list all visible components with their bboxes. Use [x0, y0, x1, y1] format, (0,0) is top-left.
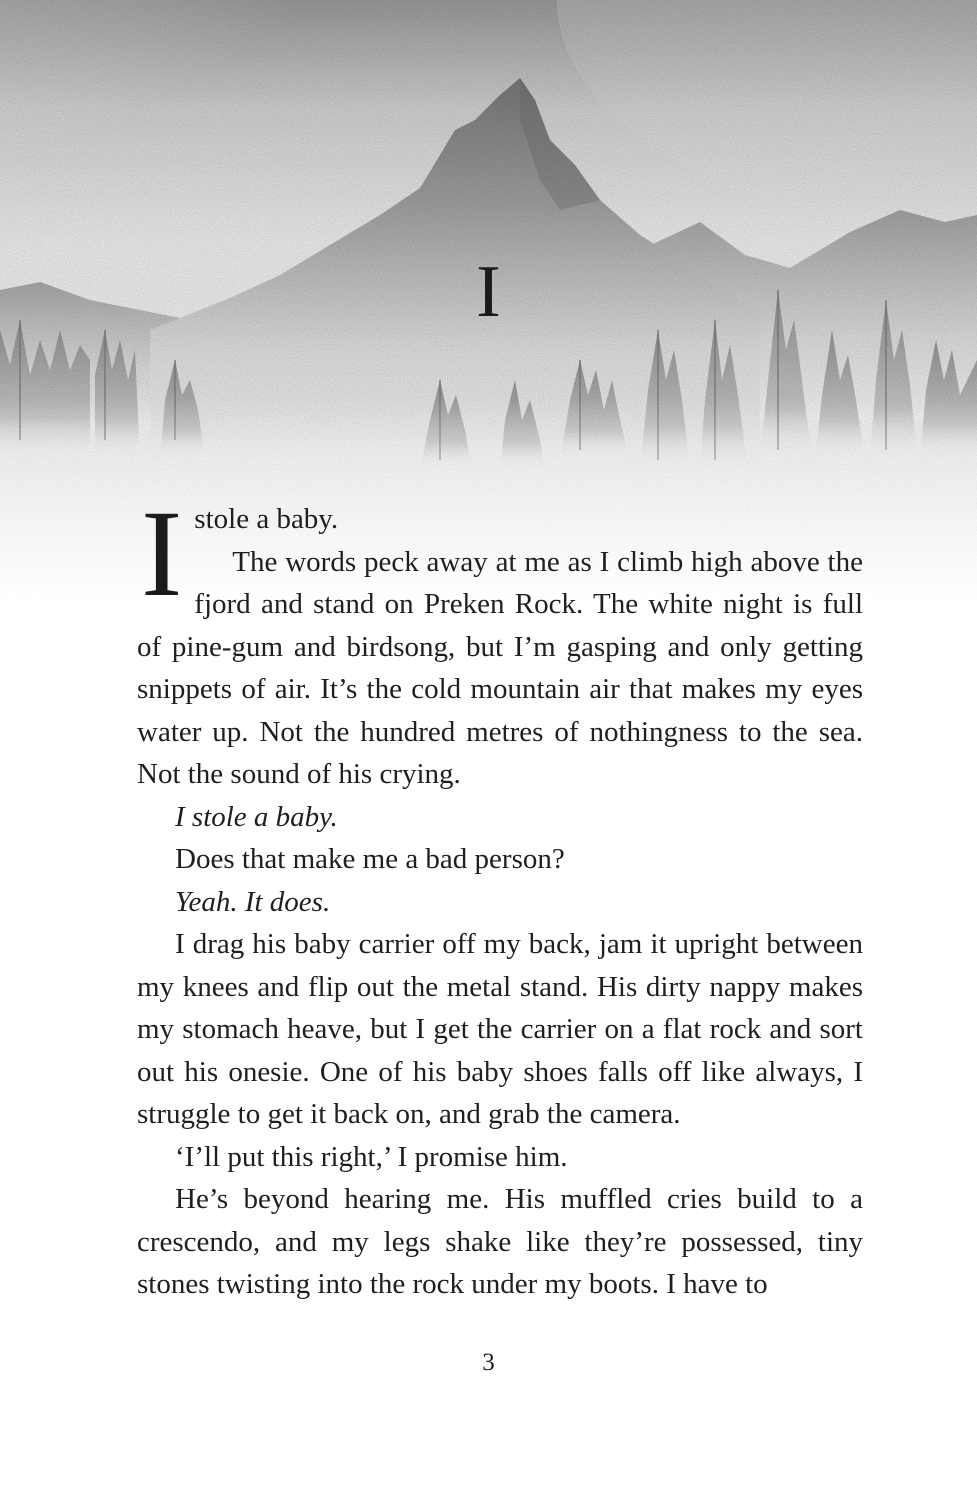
paragraph-opening [137, 485, 863, 622]
paragraph: The words peck away at me as I climb high above the fjord and stand on Preken Rock. The white night is full of pine-gum and birdsong, but I’m gasping and only getting snippets of air. It’s the cold mountain air that makes my eyes water up. Not the hundred metres of nothingness to the sea. Not the sound of his crying. [137, 545, 863, 790]
drop-cap: I [141, 485, 183, 622]
paragraph-italic: I stole a baby. [175, 800, 338, 833]
paragraph: I drag his baby carrier off my back, jam it upright between my knees and flip out the metal stand. His dirty nappy makes my stomach heave, but I get the carrier on a flat rock and sort out his onesie. One of his baby shoes falls off like always, I struggle to get it back on, and grab the camera. [137, 928, 863, 1130]
paragraph: ‘I’ll put this right,’ I promise him. [175, 1140, 568, 1173]
chapter-number: I [476, 251, 501, 333]
paragraph-text: stole a baby. [194, 503, 339, 535]
paragraph: He’s beyond hearing me. His muffled cries build to a crescendo, and my legs shake like they’re possessed, tiny stones twisting into the rock under my boots. I have to [137, 1183, 863, 1300]
paragraph-italic: Yeah. It does. [175, 885, 331, 918]
body-text [137, 485, 863, 1306]
page-number: 3 [482, 1349, 495, 1376]
paragraph: Does that make me a bad person? [175, 843, 565, 875]
